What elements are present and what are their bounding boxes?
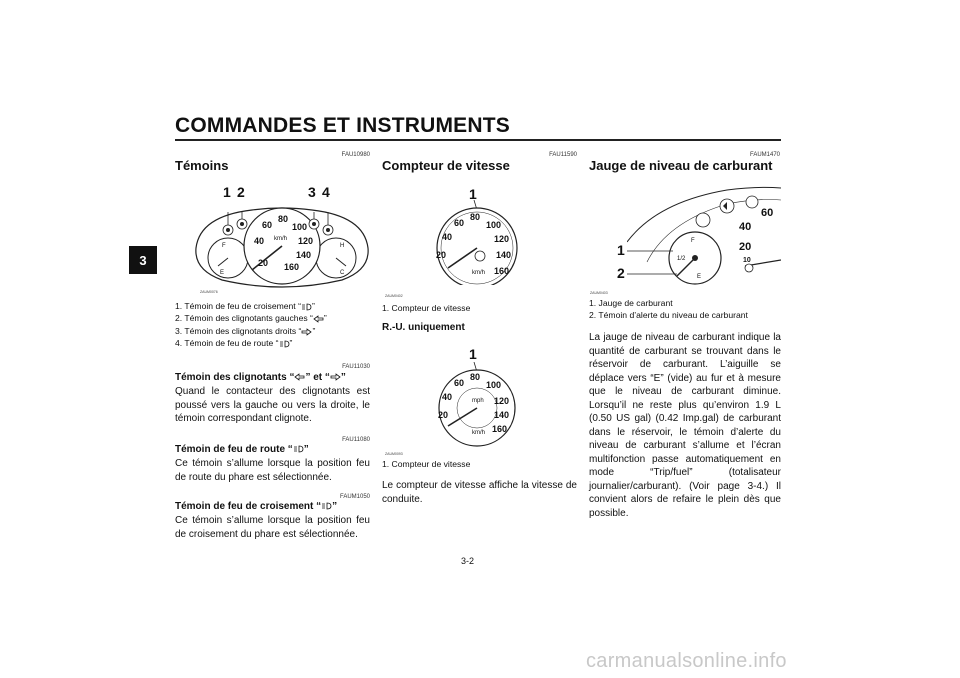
image-id: ZAUM0093 [385, 452, 403, 456]
section-title-compteur: Compteur de vitesse [382, 158, 510, 173]
turn-right-icon [301, 328, 312, 336]
high-beam-icon [293, 445, 304, 453]
scale-100: 100 [486, 220, 502, 230]
fuel-e: E [697, 274, 702, 280]
fuel-e: E [220, 270, 225, 276]
scale-40: 40 [442, 232, 453, 242]
subheading-ru: R.-U. uniquement [382, 322, 465, 333]
scale-80: 80 [470, 212, 481, 222]
caption-list [175, 300, 375, 350]
scale-20: 20 [258, 258, 269, 268]
ref-code: FAUM1470 [749, 152, 780, 158]
scale-60: 60 [454, 218, 465, 228]
caption-item: 1. Témoin de feu de croisement “ ” [175, 301, 315, 311]
turn-left-icon [294, 373, 305, 381]
scale-120: 120 [298, 236, 314, 246]
paragraph-compteur: Le compteur de vitesse affiche la vitesse de conduite. [382, 480, 577, 505]
unit-kmh: km/h [472, 430, 486, 436]
scale-140: 140 [296, 250, 312, 260]
paragraph-jauge: La jauge de niveau de carburant indique la quantité de carburant se trouvant dans le réservoir de carburant. L’aiguille se déplace vers “E” (vide) au fur et à mesure que le niveau de carburant diminue. Lorsqu’il ne reste plus qu’environ 1.9 L (0.50 US gal) (0.42 Imp.gal) de carburant dans le réservoir, le témoin d’alerte du niveau de carburant s’allume et l’écran multifonction passe automatiquement en mode “Trip/fuel” (totalisateur journalier/carburant). (Voir page 3-4.) Il convient alors de refaire le plein dès que possible. [589, 332, 781, 519]
caption-item: 2. Témoin des clignotants gauches “ ” [175, 313, 327, 324]
caption: 1. Compteur de vitesse [382, 459, 471, 469]
ref-code: FAU11590 [549, 152, 577, 158]
scale-80: 80 [470, 372, 481, 382]
fuel-half: 1/2 [677, 256, 686, 262]
section-title-temoins: Témoins [175, 158, 229, 173]
caption-item: 2. Témoin d’alerte du niveau de carburant [589, 310, 748, 321]
image-id: ZAUM0403 [590, 291, 608, 295]
scale-60: 60 [761, 207, 774, 219]
callout-1: 1 [617, 242, 625, 258]
scale-160: 160 [494, 266, 510, 276]
caption: 1. Compteur de vitesse [382, 303, 471, 313]
callout-1: 1 [469, 186, 477, 202]
scale-40: 40 [739, 221, 752, 233]
speedometer-ru-illustration [422, 362, 522, 447]
scale-120: 120 [494, 234, 510, 244]
callout-2: 2 [237, 184, 245, 200]
scale-20: 20 [436, 250, 447, 260]
scale-60: 60 [262, 220, 273, 230]
temp-c: C [340, 270, 345, 276]
scale-100: 100 [486, 380, 502, 390]
paragraph-croisement: Ce témoin s’allume lorsque la position feu de croisement du phare est sélectionnée. [175, 515, 370, 540]
paragraph-route: Ce témoin s’allume lorsque la position feu de route du phare est sélectionnée. [175, 458, 370, 483]
section-title-jauge: Jauge de niveau de carburant [589, 158, 773, 173]
unit-kmh: km/h [472, 270, 486, 276]
scale-10: 10 [743, 257, 751, 264]
scale-40: 40 [254, 236, 265, 246]
callout-3: 3 [308, 184, 316, 200]
turn-right-icon [330, 373, 341, 381]
ref-code: FAUM1050 [339, 494, 370, 500]
ref-code: FAU11080 [342, 437, 370, 443]
caption-item: 3. Témoin des clignotants droits “ ” [175, 325, 316, 336]
subheading-croisement: Témoin de feu de croisement “ ” [175, 501, 338, 512]
callout-1: 1 [469, 346, 477, 362]
page-title: COMMANDES ET INSTRUMENTS [175, 114, 510, 137]
scale-40: 40 [442, 392, 453, 402]
callout-4: 4 [322, 184, 330, 200]
scale-60: 60 [454, 378, 465, 388]
temp-h: H [340, 243, 345, 249]
scale-140: 140 [494, 410, 510, 420]
turn-left-icon [313, 315, 324, 323]
scale-160: 160 [492, 424, 508, 434]
instrument-cluster-illustration [192, 200, 372, 290]
caption-item: 1. Jauge de carburant [589, 298, 673, 308]
fuel-gauge-illustration [627, 182, 781, 290]
watermark: carmanualsonline.info [586, 650, 787, 672]
unit-mph: mph [472, 398, 484, 404]
page-number: 3-2 [461, 556, 475, 566]
subheading-route: Témoin de feu de route “ ” [175, 444, 309, 455]
paragraph-clignotants: Quand le contacteur des clignotants est poussé vers la gauche ou vers la droite, le témoin correspondant clignote. [175, 386, 370, 424]
scale-160: 160 [284, 262, 300, 272]
image-id: ZAUM0076 [200, 290, 218, 294]
scale-120: 120 [494, 396, 510, 406]
fuel-f: F [222, 243, 226, 249]
high-beam-icon [279, 340, 290, 348]
low-beam-icon [321, 502, 332, 510]
header-rule [175, 139, 781, 141]
caption-list [589, 297, 748, 322]
scale-80: 80 [278, 214, 289, 224]
caption-item: 4. Témoin de feu de route “ ” [175, 338, 293, 349]
low-beam-icon [301, 303, 312, 311]
scale-20: 20 [438, 410, 449, 420]
callout-1: 1 [223, 184, 231, 200]
unit-kmh: km/h [274, 236, 288, 242]
scale-20: 20 [739, 241, 752, 253]
scale-100: 100 [292, 222, 308, 232]
image-id: ZAUM0402 [385, 294, 403, 298]
callout-2: 2 [617, 265, 625, 281]
fuel-f: F [691, 238, 695, 244]
subheading-clignotants: Témoin des clignotants “ ” et “ ” [175, 372, 346, 383]
ref-code: FAU11030 [342, 364, 370, 370]
scale-140: 140 [496, 250, 512, 260]
ref-code: FAU10980 [341, 152, 370, 158]
chapter-tab: 3 [129, 246, 157, 274]
speedometer-illustration [422, 200, 522, 285]
